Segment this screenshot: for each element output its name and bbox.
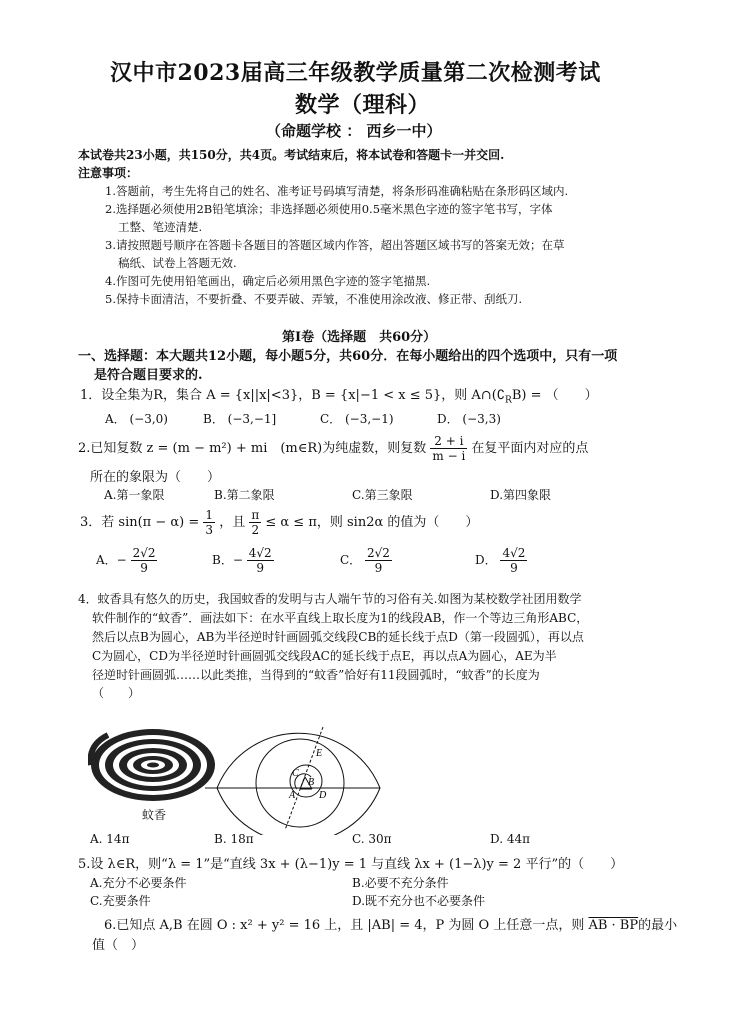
- exam-school: （命题学校 ： 西乡一中）: [266, 122, 442, 140]
- q4-option-c: C. 30π: [352, 832, 392, 846]
- q4-option-d: D. 44π: [490, 832, 530, 846]
- q3-option-d: D． $\frac{4√2}{9}$: [475, 546, 526, 575]
- q2-option-d: D.第四象限: [490, 488, 552, 502]
- point-d-label: D: [319, 790, 327, 801]
- q2-option-a: A.第一象限: [104, 488, 165, 502]
- q6-stem-cont: 值（ ）: [92, 938, 145, 953]
- q1-option-d: D． (−3,3): [437, 412, 501, 426]
- point-e-label: E: [316, 748, 323, 759]
- q1-option-b: B． (−3,−1]: [203, 412, 277, 426]
- q4-line: 然后以点B为圆心，AB为半径逆时针画圆弧交线段CB的延长线于点D（第一段圆弧），再以点: [92, 630, 584, 644]
- note-line: 4.作图可先使用铅笔画出，确定后必须用黑色字迹的签字笔描黑.: [105, 274, 431, 288]
- note-line: 2.选择题必须使用2B铅笔填涂；非选择题必须使用0.5毫米黑色字迹的签字笔书写，字体: [105, 202, 553, 216]
- point-b-label: B: [308, 777, 315, 788]
- note-line: 稿纸、试卷上答题无效.: [118, 256, 237, 270]
- q6-stem: 6.已知点 A,B 在圆 O : x² + y² = 16 上，且 |AB| = 4，P 为圆 O 上任意一点，则 AB · BP的最小: [104, 918, 678, 933]
- q4-option-a: A. 14π: [90, 832, 130, 846]
- q4-option-b: B. 18π: [214, 832, 254, 846]
- q3-option-a: A．− $\frac{2√2}{9}$: [96, 546, 156, 575]
- note-line: 3.请按照题号顺序在答题卡各题目的答题区域内作答，超出答题区域书写的答案无效；在草: [105, 238, 565, 252]
- mosquito-coil-image: [88, 720, 218, 810]
- q2-option-b: B.第二象限: [214, 488, 275, 502]
- q1-complement-subscript: R: [505, 395, 512, 406]
- q5-option-a: A.充分不必要条件: [90, 876, 187, 890]
- q4-line: 软件制作的“蚊香”．画法如下：在水平直线上取长度为1的线段AB，作一个等边三角形ABC，: [92, 611, 589, 625]
- q3-stem: 3．若 sin(π − α) = $\frac{1}{3}$ ，且 $\frac{\pi}{2}$ ≤ α ≤ π，则 sin2α 的值为（ ）: [80, 508, 479, 537]
- point-c-label: C: [292, 768, 299, 779]
- q5-option-d: D.既不充分也不必要条件: [352, 894, 486, 908]
- section-instruction: 一、选择题：本大题共12小题，每小题5分，共60分．在每小题给出的四个选项中，只有一项: [78, 349, 618, 364]
- q5-option-c: C.充要条件: [90, 894, 151, 908]
- q3-option-c: C． $\frac{2√2}{9}$: [340, 546, 390, 575]
- q1-option-c: C． (−3,−1): [320, 412, 394, 426]
- q5-option-b: B.必要不充分条件: [352, 876, 449, 890]
- q1-option-a: A． (−3,0): [105, 412, 168, 426]
- notes-title: 注意事项：: [78, 166, 139, 180]
- note-line: 工整、笔迹清楚.: [118, 220, 203, 234]
- note-line: 5.保持卡面清洁，不要折叠、不要弄破、弄皱，不准使用涂改液、修正带、刮纸刀.: [105, 292, 523, 306]
- q1-stem: 1．设全集为R，集合 A = {x||x|<3}，B = {x|−1 < x ≤ 5}，则 $A\cap(∁_RB)$ = （ ）: [80, 388, 598, 406]
- q2-option-c: C.第三象限: [352, 488, 413, 502]
- q5-stem: 5.设 λ∈R，则“λ = 1”是“直线 3x + (λ−1)y = 1 与直线 λx + (1−λ)y = 2 平行”的（ ）: [78, 857, 624, 872]
- q4-line: 4．蚊香具有悠久的历史，我国蚊香的发明与古人端午节的习俗有关.如图为某校数学社团用数学: [78, 592, 582, 606]
- q2-stem: 2.已知复数 z = (m − m²) + mi (m∈R)为纯虚数，则复数 $\frac{2 + i}{m - i}$ 在复平面内对应的点: [78, 434, 589, 463]
- q6-vector-expression: AB · BP: [588, 918, 639, 933]
- q2-stem-cont: 所在的象限为（ ）: [90, 470, 221, 485]
- mosquito-coil-caption: 蚊香: [142, 808, 167, 822]
- exam-intro: 本试卷共23小题，共150分，共4页。考试结束后，将本试卷和答题卡一并交回.: [78, 148, 505, 162]
- q2-fraction: $\frac{2 + i}{m - i}$: [432, 434, 466, 463]
- section-instruction-cont: 是符合题目要求的.: [94, 368, 203, 383]
- spiral-figure: [205, 705, 395, 835]
- note-line: 1.答题前，考生先将自己的姓名、准考证号码填写清楚，将条形码准确粘贴在条形码区域内.: [105, 184, 569, 198]
- q4-line: C为圆心，CD为半径逆时针画圆弧交线段AC的延长线于点E，再以点A为圆心，AE为半: [92, 649, 557, 663]
- point-a-label: A: [289, 790, 296, 801]
- q3-fraction-1: $\frac{1}{3}$: [205, 508, 214, 537]
- section-title: 第Ⅰ卷（选择题 共60分）: [282, 330, 437, 345]
- exam-title: 汉中市2023届高三年级教学质量第二次检测考试: [110, 60, 601, 86]
- q4-line: （ ）: [92, 686, 141, 700]
- q3-option-b: B．− $\frac{4√2}{9}$: [212, 546, 272, 575]
- q4-line: 径逆时针画圆弧……以此类推，当得到的“蚊香”恰好有11段圆弧时，“蚊香”的长度为: [92, 668, 540, 682]
- exam-subject: 数学（理科）: [295, 92, 431, 118]
- q3-fraction-2: $\frac{\pi}{2}$: [251, 508, 260, 537]
